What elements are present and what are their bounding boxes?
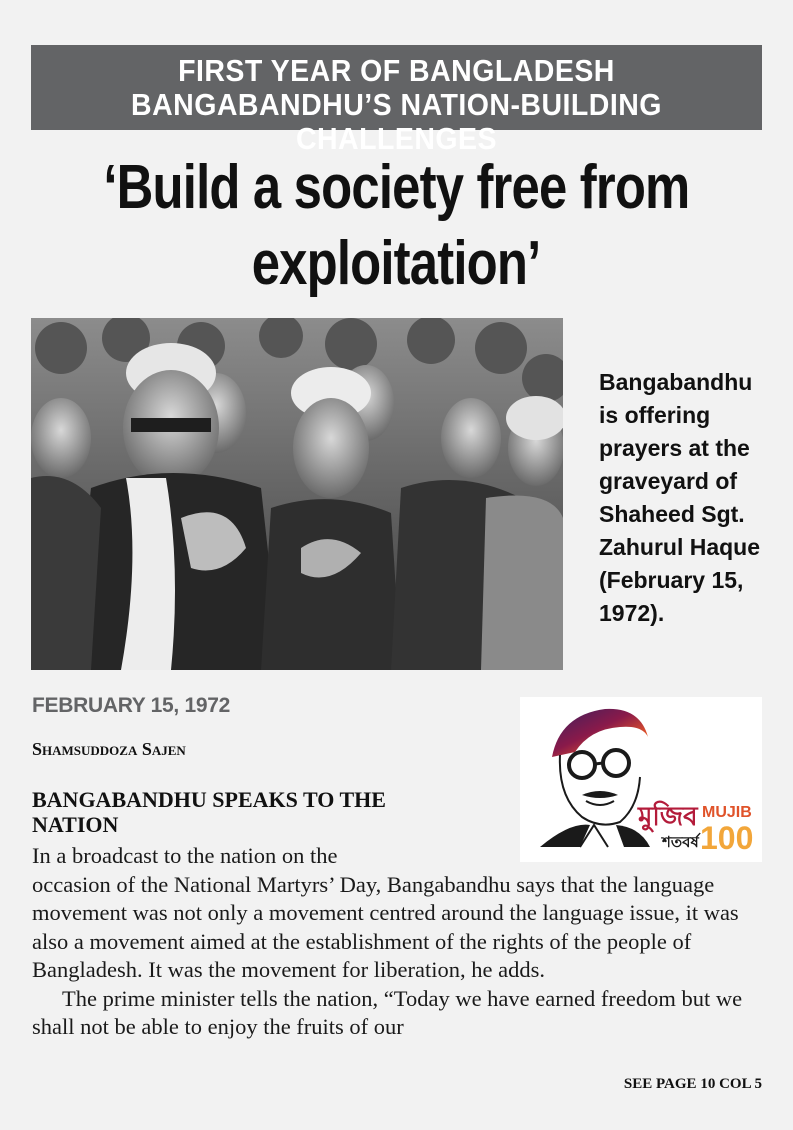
- article-date: FEBRUARY 15, 1972: [32, 694, 230, 717]
- banner-line-2: BANGABANDHU’S NATION-BUILDING CHALLENGES: [131, 87, 662, 156]
- article-subhead: BANGABANDHU SPEAKS TO THE NATION: [32, 787, 386, 837]
- author-byline: Shamsuddoza Sajen: [32, 739, 186, 759]
- mujib-100-logo: [520, 697, 762, 862]
- mujib-portrait-logo: [520, 697, 762, 862]
- article-body: [32, 842, 764, 1042]
- headline-line-2: exploitation’: [252, 229, 541, 298]
- continued-jump-line[interactable]: SEE PAGE 10 COL 5: [623, 1076, 762, 1092]
- logo-number: 100: [700, 820, 754, 856]
- paragraph-2: The prime minister tells the nation, “Today we have earned freedom but we shall not be able to enjoy the fruits of our: [32, 985, 743, 1039]
- banner-line-1: FIRST YEAR OF BANGLADESH: [178, 53, 615, 88]
- paragraph-1-rest: occasion of the National Martyrs’ Day, Bangabandhu says that the language movement was not only a movement centred around the language issue, it was also a movement aimed at the establishment of the rights of the people of Bangladesh. It was the movement for liberation, he adds.: [32, 871, 739, 982]
- photo-caption: Bangabandhu is offering prayers at the graveyard of Shaheed Sgt. Zahurul Haque (February 15, 1972).: [599, 369, 761, 626]
- news-photo: [31, 318, 563, 670]
- headline-line-1: ‘Build a society free from: [103, 153, 690, 222]
- paragraph-1-first-line: In a broadcast to the nation on the: [32, 843, 338, 868]
- section-banner: [31, 45, 762, 156]
- paragraph-1: [32, 842, 764, 985]
- logo-bangla-sub: শতবর্ষ: [662, 833, 699, 851]
- headline: [20, 150, 773, 302]
- logo-bangla-name: মুজিব: [638, 802, 698, 832]
- logo-word: MUJIB: [702, 804, 752, 821]
- prayer-crowd-photo: [31, 318, 563, 670]
